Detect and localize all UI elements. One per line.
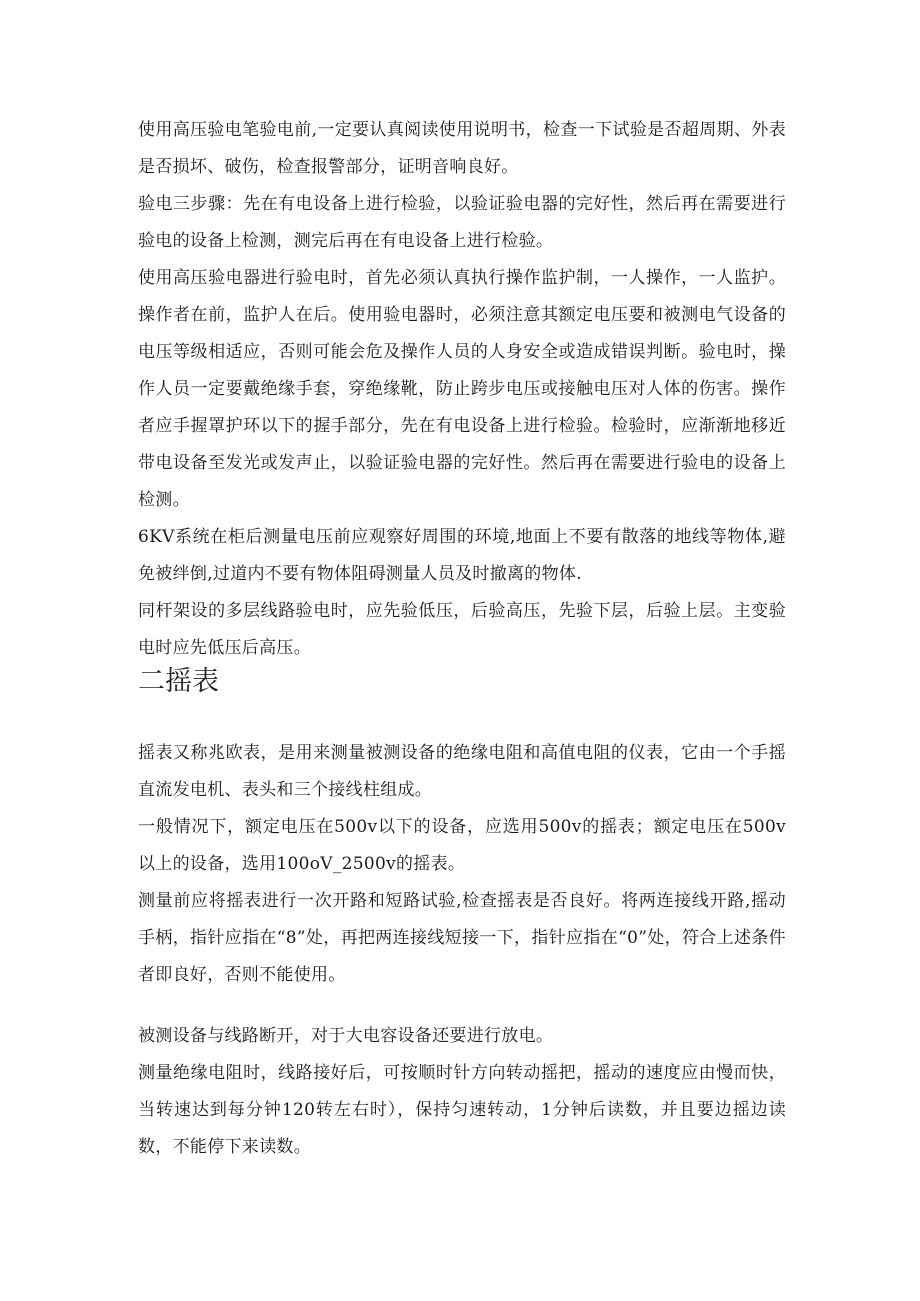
section-heading: 二摇表 (138, 666, 219, 697)
section-2-body (138, 735, 786, 994)
paragraph: 使用高压验电器进行验电时，首先必须认真执行操作监护制，一人操作，一人监护。操作者在前，监护人在后。使用验电器时，必须注意其额定电压要和被测电气设备的电压等级相适应，否则可能会危及操作人员的人身安全或造成错误判断。验电时，操作人员一定要戴绝缘手套，穿绝缘靴，防止跨步电压或接触电压对人体的伤害。操作者应手握罩护环以下的握手部分，先在有电设备上进行检验。检验时，应渐渐地移近带电设备至发光或发声止，以验证验电器的完好性。然后再在需要进行验电的设备上检测。 (138, 268, 786, 510)
paragraph: 同杆架设的多层线路验电时，应先验低压，后验高压，先验下层，后验上层。主变验电时应先低压后高压。 (138, 601, 786, 658)
section-2-body-continued (138, 1018, 786, 1166)
paragraph: 被测设备与线路断开，对于大电容设备还要进行放电。 (138, 1026, 554, 1046)
paragraph: 6KV系统在柜后测量电压前应观察好周围的环境,地面上不要有散落的地线等物体,避免被绊倒,过道内不要有物体阻碍测量人员及时撤离的物体. (138, 527, 786, 584)
paragraph: 测量绝缘电阻时，线路接好后，可按顺时针方向转动摇把，摇动的速度应由慢而快，当转速达到每分钟120转左右时），保持匀速转动，1分钟后读数，并且要边摇边读数，不能停下来读数。 (138, 1063, 786, 1157)
paragraph: 验电三步骤：先在有电设备上进行检验，以验证验电器的完好性，然后再在需要进行验电的设备上检测，测完后再在有电设备上进行检验。 (138, 194, 786, 251)
paragraph: 摇表又称兆欧表，是用来测量被测设备的绝缘电阻和高值电阻的仪表，它由一个手摇直流发电机、表头和三个接线柱组成。 (138, 743, 786, 800)
paragraph: 测量前应将摇表进行一次开路和短路试验,检查摇表是否良好。将两连接线开路,摇动手柄，指针应指在“8”处，再把两连接线短接一下，指针应指在“0”处，符合上述条件者即良好，否则不能使用。 (138, 891, 786, 985)
section-1-body (138, 112, 786, 667)
paragraph: 使用高压验电笔验电前,一定要认真阅读使用说明书，检查一下试验是否超周期、外表是否损坏、破伤，检查报警部分，证明音响良好。 (138, 120, 786, 177)
paragraph: 一般情况下，额定电压在500v以下的设备，应选用500v的摇表；额定电压在500v以上的设备，选用100oV_2500v的摇表。 (138, 817, 786, 874)
